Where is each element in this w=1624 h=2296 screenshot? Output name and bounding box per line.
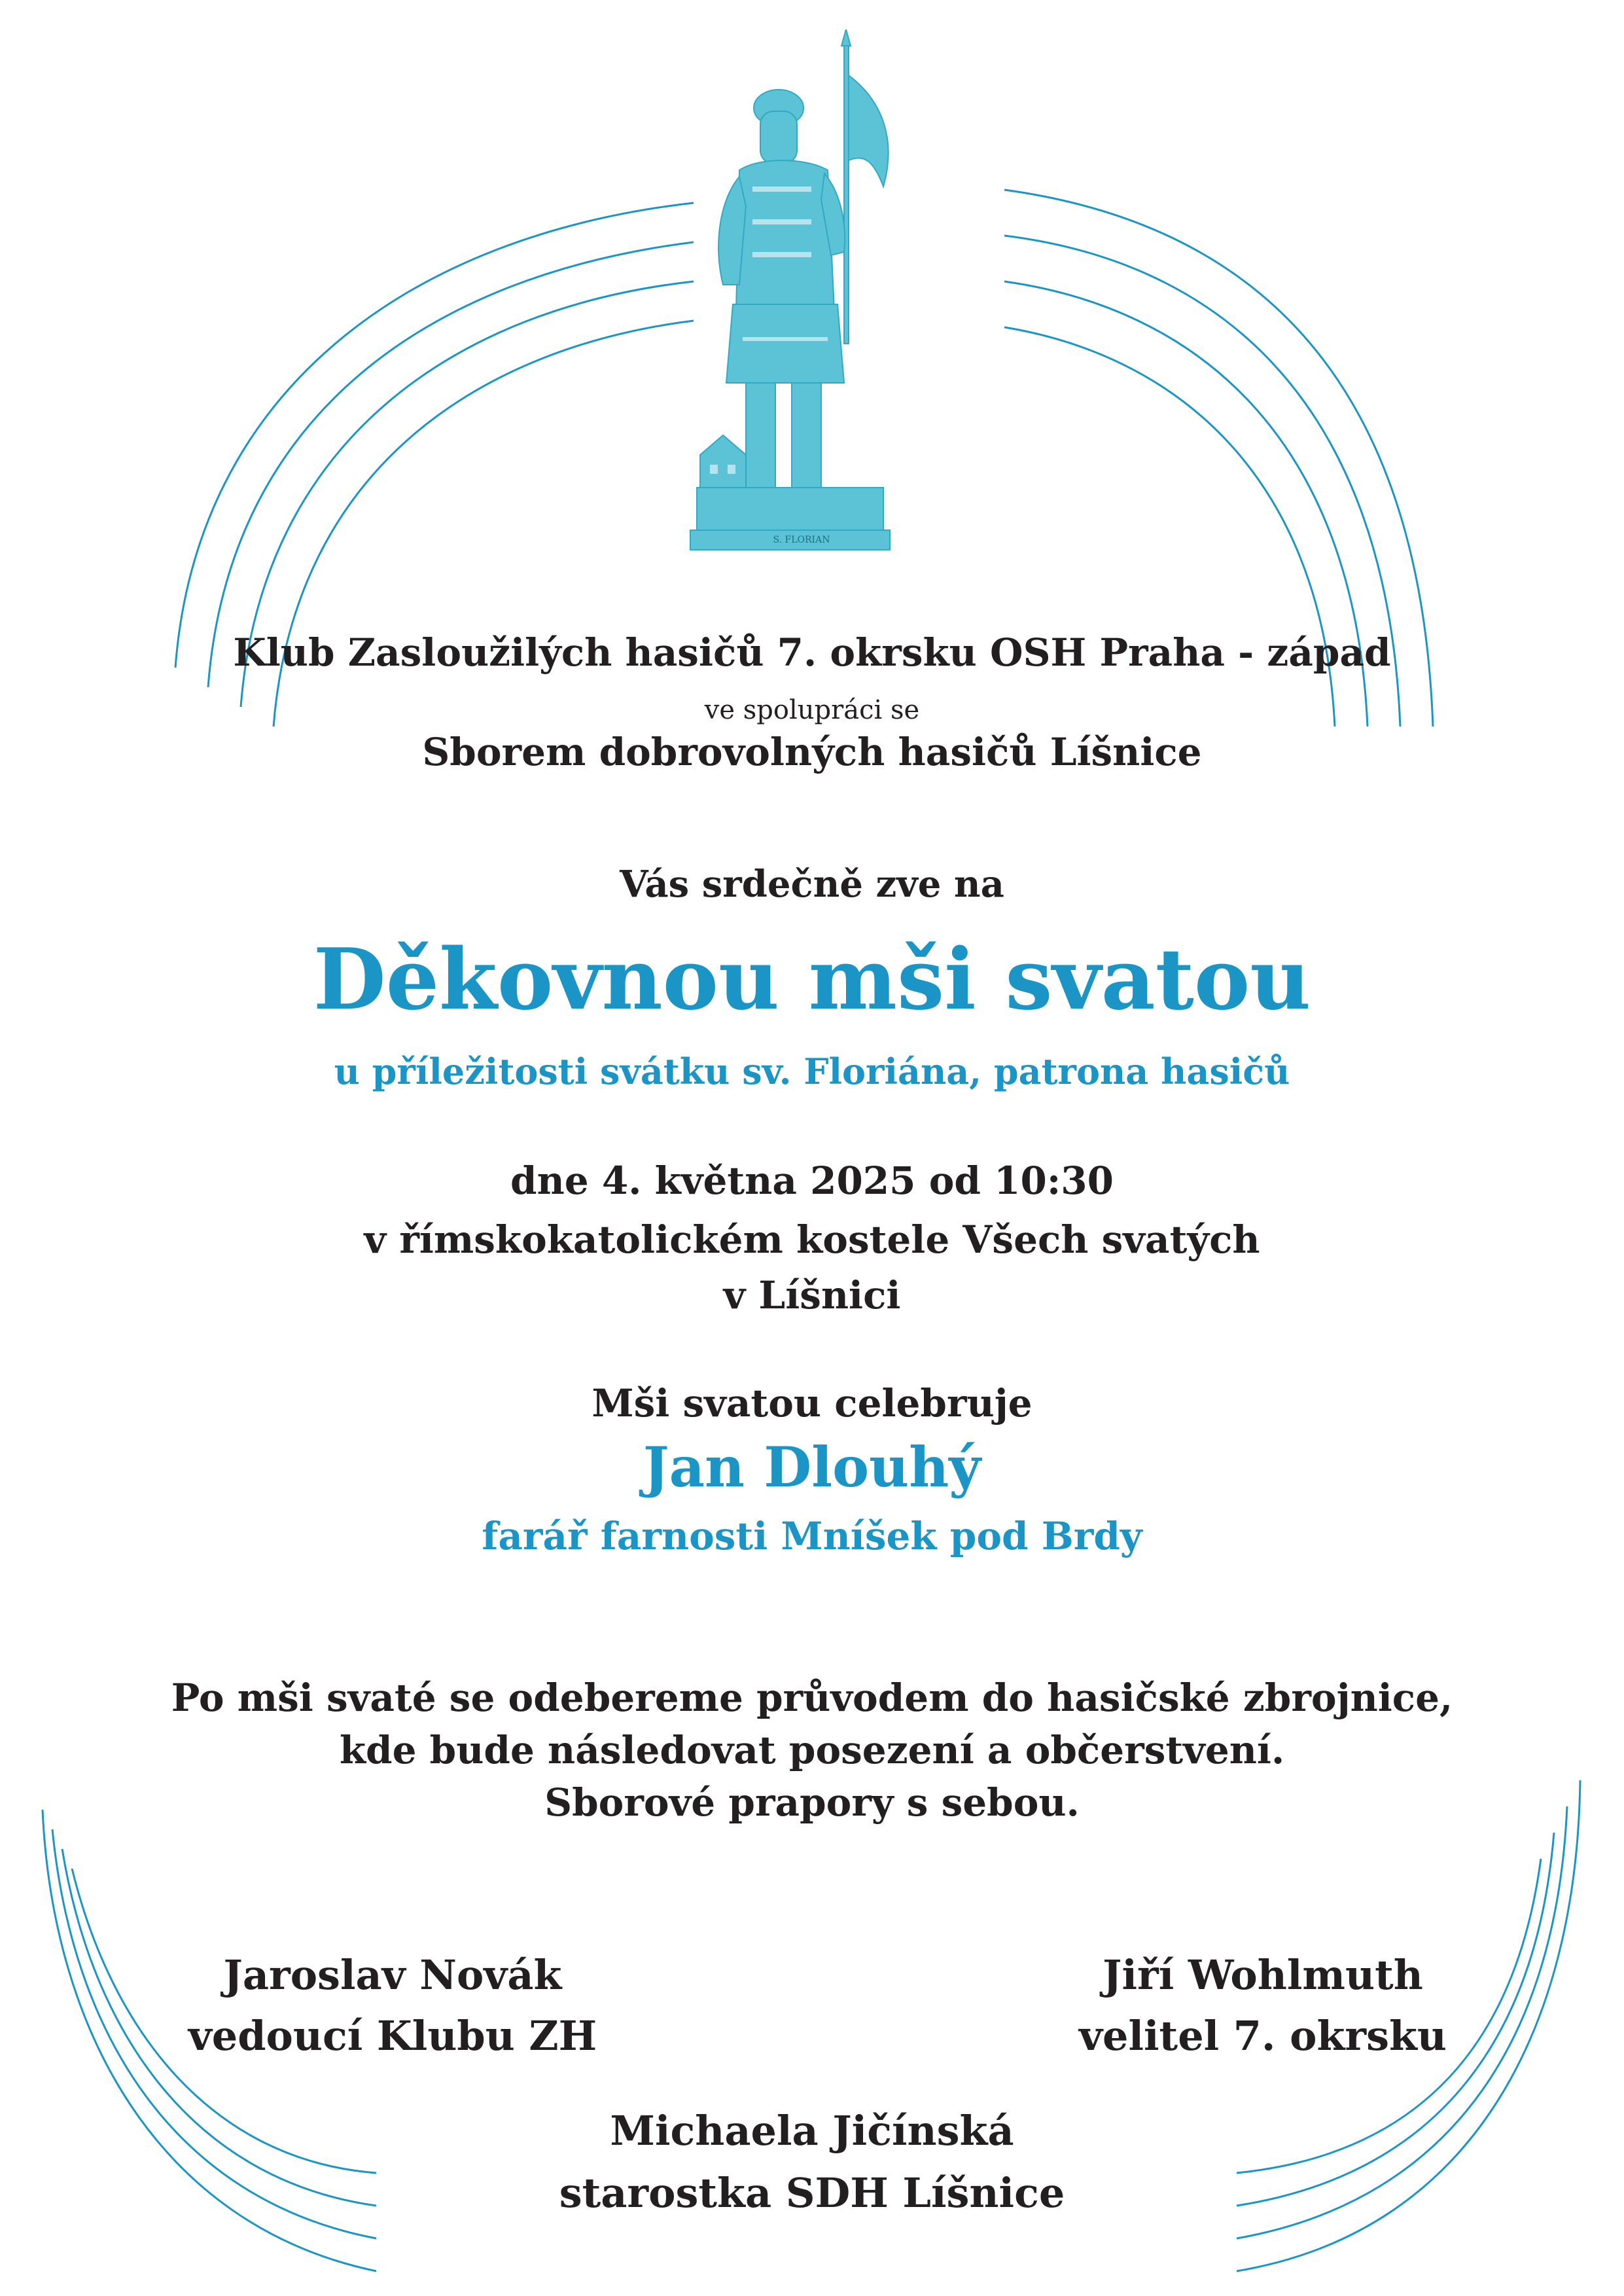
afterwards-line2: kde bude následovat posezení a občerstvení. — [339, 1728, 1285, 1772]
event-place-line2: v Líšnici — [723, 1273, 901, 1318]
celebrant-intro: Mši svatou celebruje — [591, 1381, 1033, 1426]
celebrant-role: farář farnosti Mníšek pod Brdy — [482, 1514, 1142, 1558]
signatory-center-role: starostka SDH Líšnice — [559, 2169, 1065, 2217]
signatory-left-name: Jaroslav Novák — [223, 1951, 562, 1999]
invitation-title: Děkovnou mši svatou — [313, 931, 1311, 1029]
saint-florian-statue-icon — [687, 29, 903, 560]
event-date: dne 4. května 2025 od 10:30 — [510, 1158, 1114, 1203]
afterwards-line1: Po mši svaté se odebereme průvodem do hasičské zbrojnice, — [171, 1676, 1453, 1720]
organizer-cooperation: ve spolupráci se — [704, 695, 920, 725]
signatory-left-role: vedoucí Klubu ZH — [188, 2012, 597, 2060]
signatory-right-name: Jiří Wohlmuth — [1103, 1951, 1423, 1999]
invitation-subtitle: u příležitosti svátku sv. Floriána, patrona hasičů — [334, 1050, 1290, 1092]
afterwards-line3: Sborové prapory s sebou. — [544, 1780, 1080, 1825]
invitation-intro: Vás srdečně zve na — [620, 863, 1004, 906]
organizer-partner: Sborem dobrovolných hasičů Líšnice — [422, 730, 1202, 774]
signatory-center-name: Michaela Jičínská — [610, 2107, 1014, 2155]
organizer-club: Klub Zasloužilých hasičů 7. okrsku OSH Praha - západ — [233, 630, 1391, 675]
event-place-line1: v římskokatolickém kostele Všech svatých — [364, 1217, 1260, 1262]
celebrant-name: Jan Dlouhý — [643, 1435, 981, 1499]
signatory-right-role: velitel 7. okrsku — [1078, 2012, 1447, 2060]
svg-text:S. FLORIAN: S. FLORIAN — [773, 535, 830, 545]
